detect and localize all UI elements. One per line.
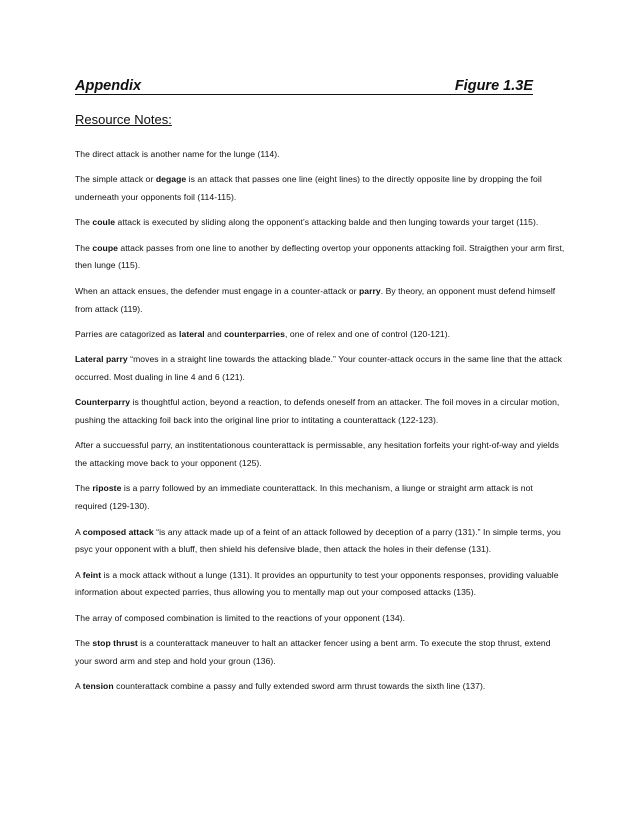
note-paragraph <box>75 214 565 232</box>
note-text: is thoughtful action, beyond a reaction, to defends oneself from an attacker. The foil moves in a circular motion, pushing the attacking foil back into the original line prior to intitating a counterattack (122-123). <box>75 397 560 426</box>
note-term: composed attack <box>82 526 154 537</box>
note-text: The <box>75 638 93 649</box>
note-paragraph <box>75 610 565 628</box>
note-paragraph <box>75 678 565 696</box>
note-paragraph <box>75 480 565 516</box>
note-text: The direct attack is another name for the lunge (114). <box>75 149 280 159</box>
resource-notes-heading: Resource Notes: <box>75 112 172 127</box>
note-text: The <box>75 483 93 494</box>
note-paragraph <box>75 567 565 603</box>
note-term: riposte <box>92 483 122 494</box>
note-text: is a mock attack without a lunge (131). It provides an oppurtunity to test your opponents responses, providing valuable information about expected parries, thus allowing you to mentally map out your composed attacks (135). <box>75 569 559 598</box>
note-text: A <box>75 569 83 580</box>
note-term: coupe <box>92 242 118 253</box>
note-text: The array of composed combination is limited to the reactions of your opponent (134). <box>75 612 406 623</box>
note-term: parry <box>358 285 381 296</box>
note-term: counterparries <box>224 328 285 339</box>
note-paragraph <box>75 283 565 319</box>
note-text: . By theory, an opponent must defend himself from attack (119). <box>75 285 556 314</box>
note-paragraph <box>75 351 565 387</box>
note-text: attack is executed by sliding along the opponent’s attacking balde and then lunging towards your target (115). <box>115 217 539 228</box>
note-text: , one of relex and one of control (120-121). <box>284 328 451 339</box>
note-term: degage <box>155 174 187 185</box>
note-text: attack passes from one line to another by deflecting overtop your opponents attacking foil. Straigthen your arm first, then lunge (115). <box>75 242 565 271</box>
note-text: A <box>75 526 83 537</box>
note-text: A <box>75 681 83 692</box>
note-text: counterattack combine a passy and fully extended sword arm thrust towards the sixth line (137). <box>113 681 486 692</box>
figure-label: Figure 1.3E <box>454 78 533 94</box>
note-text: and <box>204 328 225 339</box>
note-term: feint <box>82 569 102 580</box>
notes-list <box>75 146 565 696</box>
note-term: Counterparry <box>75 397 131 408</box>
note-text: Parries are catagorized as <box>75 328 180 339</box>
note-text: The <box>75 217 93 228</box>
note-text: The simple attack or <box>75 174 156 185</box>
note-term: lateral <box>179 328 205 339</box>
note-text: is a parry followed by an immediate counterattack. In this mechanism, a liunge or straight arm attack is not required (129-130). <box>75 483 533 512</box>
note-text: When an attack ensues, the defender must engage in a counter-attack or <box>75 285 359 296</box>
appendix-header <box>75 74 533 95</box>
note-text: The <box>75 242 93 253</box>
note-term: tension <box>82 681 114 692</box>
note-text: is a counterattack maneuver to halt an attacker fencer using a bent arm. To execute the stop thrust, extend your sword arm and step and hold your groun (136). <box>75 638 551 666</box>
note-paragraph <box>75 635 565 671</box>
note-term: coule <box>92 217 116 228</box>
note-paragraph <box>75 437 565 473</box>
note-paragraph <box>75 146 565 164</box>
note-text: is an attack that passes one line (eight lines) to the directly opposite line by dropping the foil underneath your opponents foil (114-115). <box>75 174 542 203</box>
note-paragraph <box>75 171 565 207</box>
note-paragraph <box>75 524 565 560</box>
note-term: Lateral parry <box>75 354 128 365</box>
appendix-title: Appendix <box>75 78 142 94</box>
note-text: After a succuessful parry, an institentationous counterattack is permissable, any hesitation forfeits your right-of-way and yields the attacking move back to your opponent (125). <box>75 440 560 469</box>
note-paragraph <box>75 240 565 276</box>
note-paragraph <box>75 326 565 344</box>
document-page <box>75 74 565 703</box>
note-paragraph <box>75 394 565 430</box>
note-term: stop thrust <box>92 638 138 649</box>
note-text: “moves in a straight line towards the attacking blade.” Your counter-attack occurs in the same line that the attack occurred. Most dualing in line 4 and 6 (121). <box>75 354 562 382</box>
note-text: “is any attack made up of a feint of an attack followed by deception of a parry (131).” In simple terms, you psyc your opponent with a bluff, then shield his defensive blade, then attack the holes in their defense (131). <box>75 526 561 555</box>
